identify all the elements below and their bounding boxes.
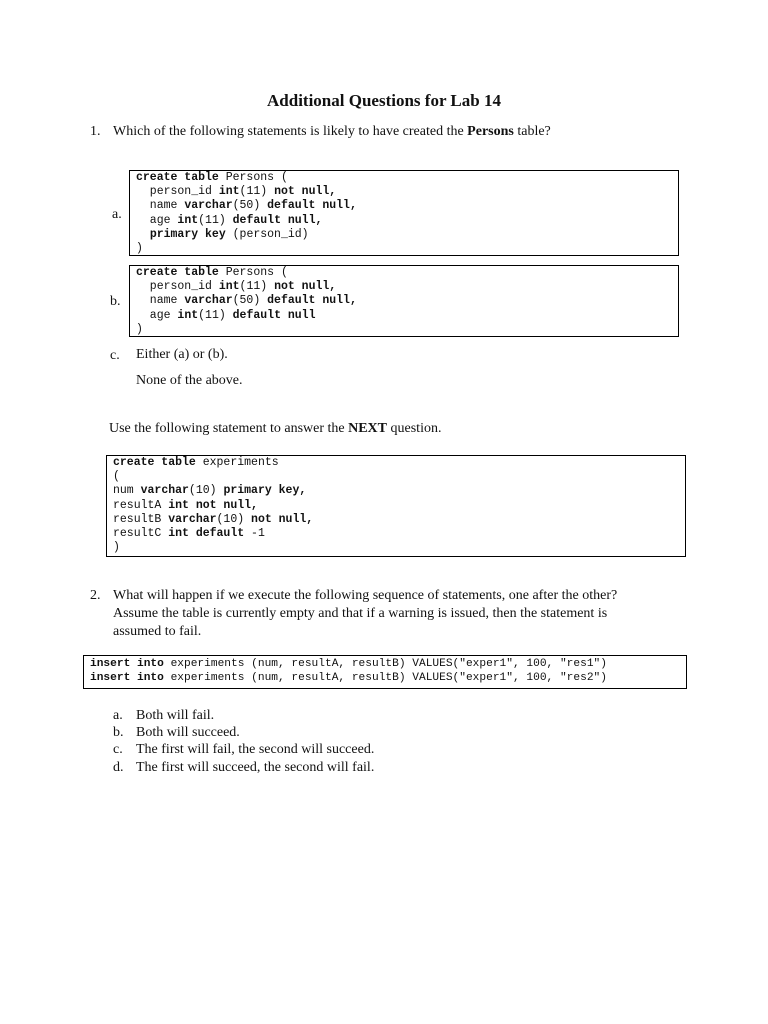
q1-text <box>113 123 551 141</box>
code-token: age <box>136 213 178 227</box>
q1-text-bold: Persons <box>467 124 514 139</box>
code-token: not null, <box>274 280 337 294</box>
code-token: experiments (num, resultA, resultB) VALUES("exper1", 100, "res1") <box>163 658 607 670</box>
code-token: Persons ( <box>218 266 288 279</box>
code-line <box>136 185 678 199</box>
code-token: int <box>218 185 240 199</box>
code-line <box>113 513 685 527</box>
experiments-code-box <box>106 455 686 557</box>
code-token: insert into <box>90 658 164 670</box>
q1-number: 1. <box>90 124 101 139</box>
code-line <box>136 242 678 256</box>
code-line <box>136 280 678 294</box>
q1-option-a-label: a. <box>112 207 122 222</box>
code-token: default null, <box>232 213 323 227</box>
q1-option-c-text: Either (a) or (b). <box>136 347 228 362</box>
code-line <box>136 323 678 337</box>
code-line <box>136 171 678 185</box>
code-token: age <box>136 308 178 322</box>
instruction-bold: NEXT <box>348 421 388 436</box>
code-token: resultA <box>113 498 169 512</box>
q2-text-line-3: assumed to fail. <box>113 624 202 639</box>
code-token: create table <box>136 171 219 184</box>
code-line <box>113 484 685 498</box>
code-line <box>113 541 685 555</box>
code-token: experiments <box>195 456 279 469</box>
code-token: (11) <box>239 185 275 199</box>
insert-code <box>90 657 686 685</box>
q2-option-b-label: b. <box>113 725 124 740</box>
code-token: ) <box>136 242 143 256</box>
instruction-text <box>109 420 441 438</box>
q2-option-a-text: Both will fail. <box>136 708 215 723</box>
code-line <box>136 199 678 213</box>
q2-text-line-2: Assume the table is currently empty and that if a warning is issued, then the statement is <box>113 606 608 621</box>
code-token: person_id <box>136 280 219 294</box>
q2-option-c-label: c. <box>113 742 123 757</box>
q2-number: 2. <box>90 588 101 603</box>
code-token: varchar <box>140 484 189 498</box>
code-token: (10) <box>216 512 252 526</box>
code-token: insert into <box>90 672 164 685</box>
code-token: default null, <box>267 199 357 213</box>
q2-option-d-text: The first will succeed, the second will fail. <box>136 760 375 775</box>
code-token: primary key <box>149 227 226 241</box>
q2-option-c-text: The first will fail, the second will succeed. <box>136 742 375 757</box>
code-token: varchar <box>184 199 233 213</box>
insert-code-box <box>83 655 687 689</box>
code-token: primary key, <box>223 484 307 498</box>
code-token: default null, <box>267 294 357 308</box>
code-line <box>136 294 678 308</box>
code-token: varchar <box>184 294 233 308</box>
code-token: num <box>113 484 141 498</box>
code-token: int not null, <box>168 498 258 512</box>
code-line <box>136 214 678 228</box>
code-line <box>113 470 685 484</box>
q1-option-d-text: None of the above. <box>136 373 243 388</box>
code-token: int <box>177 308 199 322</box>
code-token: name <box>136 199 185 213</box>
instruction-after: question. <box>387 421 442 436</box>
q2-option-a-label: a. <box>113 708 123 723</box>
code-token: (50) <box>232 294 268 308</box>
code-token <box>136 228 150 241</box>
code-token: (person_id) <box>225 227 309 241</box>
code-token: int <box>218 280 240 294</box>
code-token: (11) <box>198 213 233 227</box>
code-line <box>90 657 686 671</box>
q2-option-b-text: Both will succeed. <box>136 725 240 740</box>
q1-text-before: Which of the following statements is likely to have created the <box>113 124 468 139</box>
q1-option-a-code-box <box>129 170 679 256</box>
instruction-before: Use the following statement to answer the <box>109 421 349 436</box>
code-line <box>136 228 678 242</box>
q1-option-a-code <box>136 171 678 256</box>
code-line <box>136 266 678 280</box>
code-token: person_id <box>136 185 219 199</box>
q2-option-d-label: d. <box>113 760 124 775</box>
code-token: int <box>177 213 199 227</box>
code-token: create table <box>113 456 196 469</box>
code-token: (50) <box>232 199 268 213</box>
code-token: not null, <box>251 512 314 526</box>
code-token: (11) <box>198 308 233 322</box>
code-line <box>113 456 685 470</box>
q2-text-line-1: What will happen if we execute the following sequence of statements, one after the other? <box>113 588 618 603</box>
code-token: varchar <box>168 512 217 526</box>
code-line <box>113 527 685 541</box>
q1-option-c-label: c. <box>110 348 120 363</box>
code-token: not null, <box>274 185 337 199</box>
code-line <box>136 309 678 323</box>
q1-text-after: table? <box>513 124 551 139</box>
code-token: (10) <box>188 484 224 498</box>
code-token: experiments (num, resultA, resultB) VALUES("exper1", 100, "res2") <box>163 672 607 685</box>
q1-option-b-label: b. <box>110 294 121 309</box>
code-line <box>113 499 685 513</box>
code-line <box>90 671 686 685</box>
code-token: ) <box>136 322 143 336</box>
code-token: default null <box>232 308 316 322</box>
code-token: ) <box>113 541 120 555</box>
code-token: -1 <box>244 527 265 541</box>
code-token: int default <box>168 527 245 541</box>
code-token: resultC <box>113 527 169 541</box>
q1-option-b-code <box>136 266 678 337</box>
code-token: (11) <box>239 280 275 294</box>
code-token: resultB <box>113 512 169 526</box>
experiments-code <box>113 456 685 555</box>
q1-option-b-code-box <box>129 265 679 337</box>
code-token: ( <box>113 470 120 484</box>
code-token: Persons ( <box>218 171 288 184</box>
page-title: Additional Questions for Lab 14 <box>267 91 501 110</box>
code-token: name <box>136 294 185 308</box>
code-token: create table <box>136 266 219 279</box>
